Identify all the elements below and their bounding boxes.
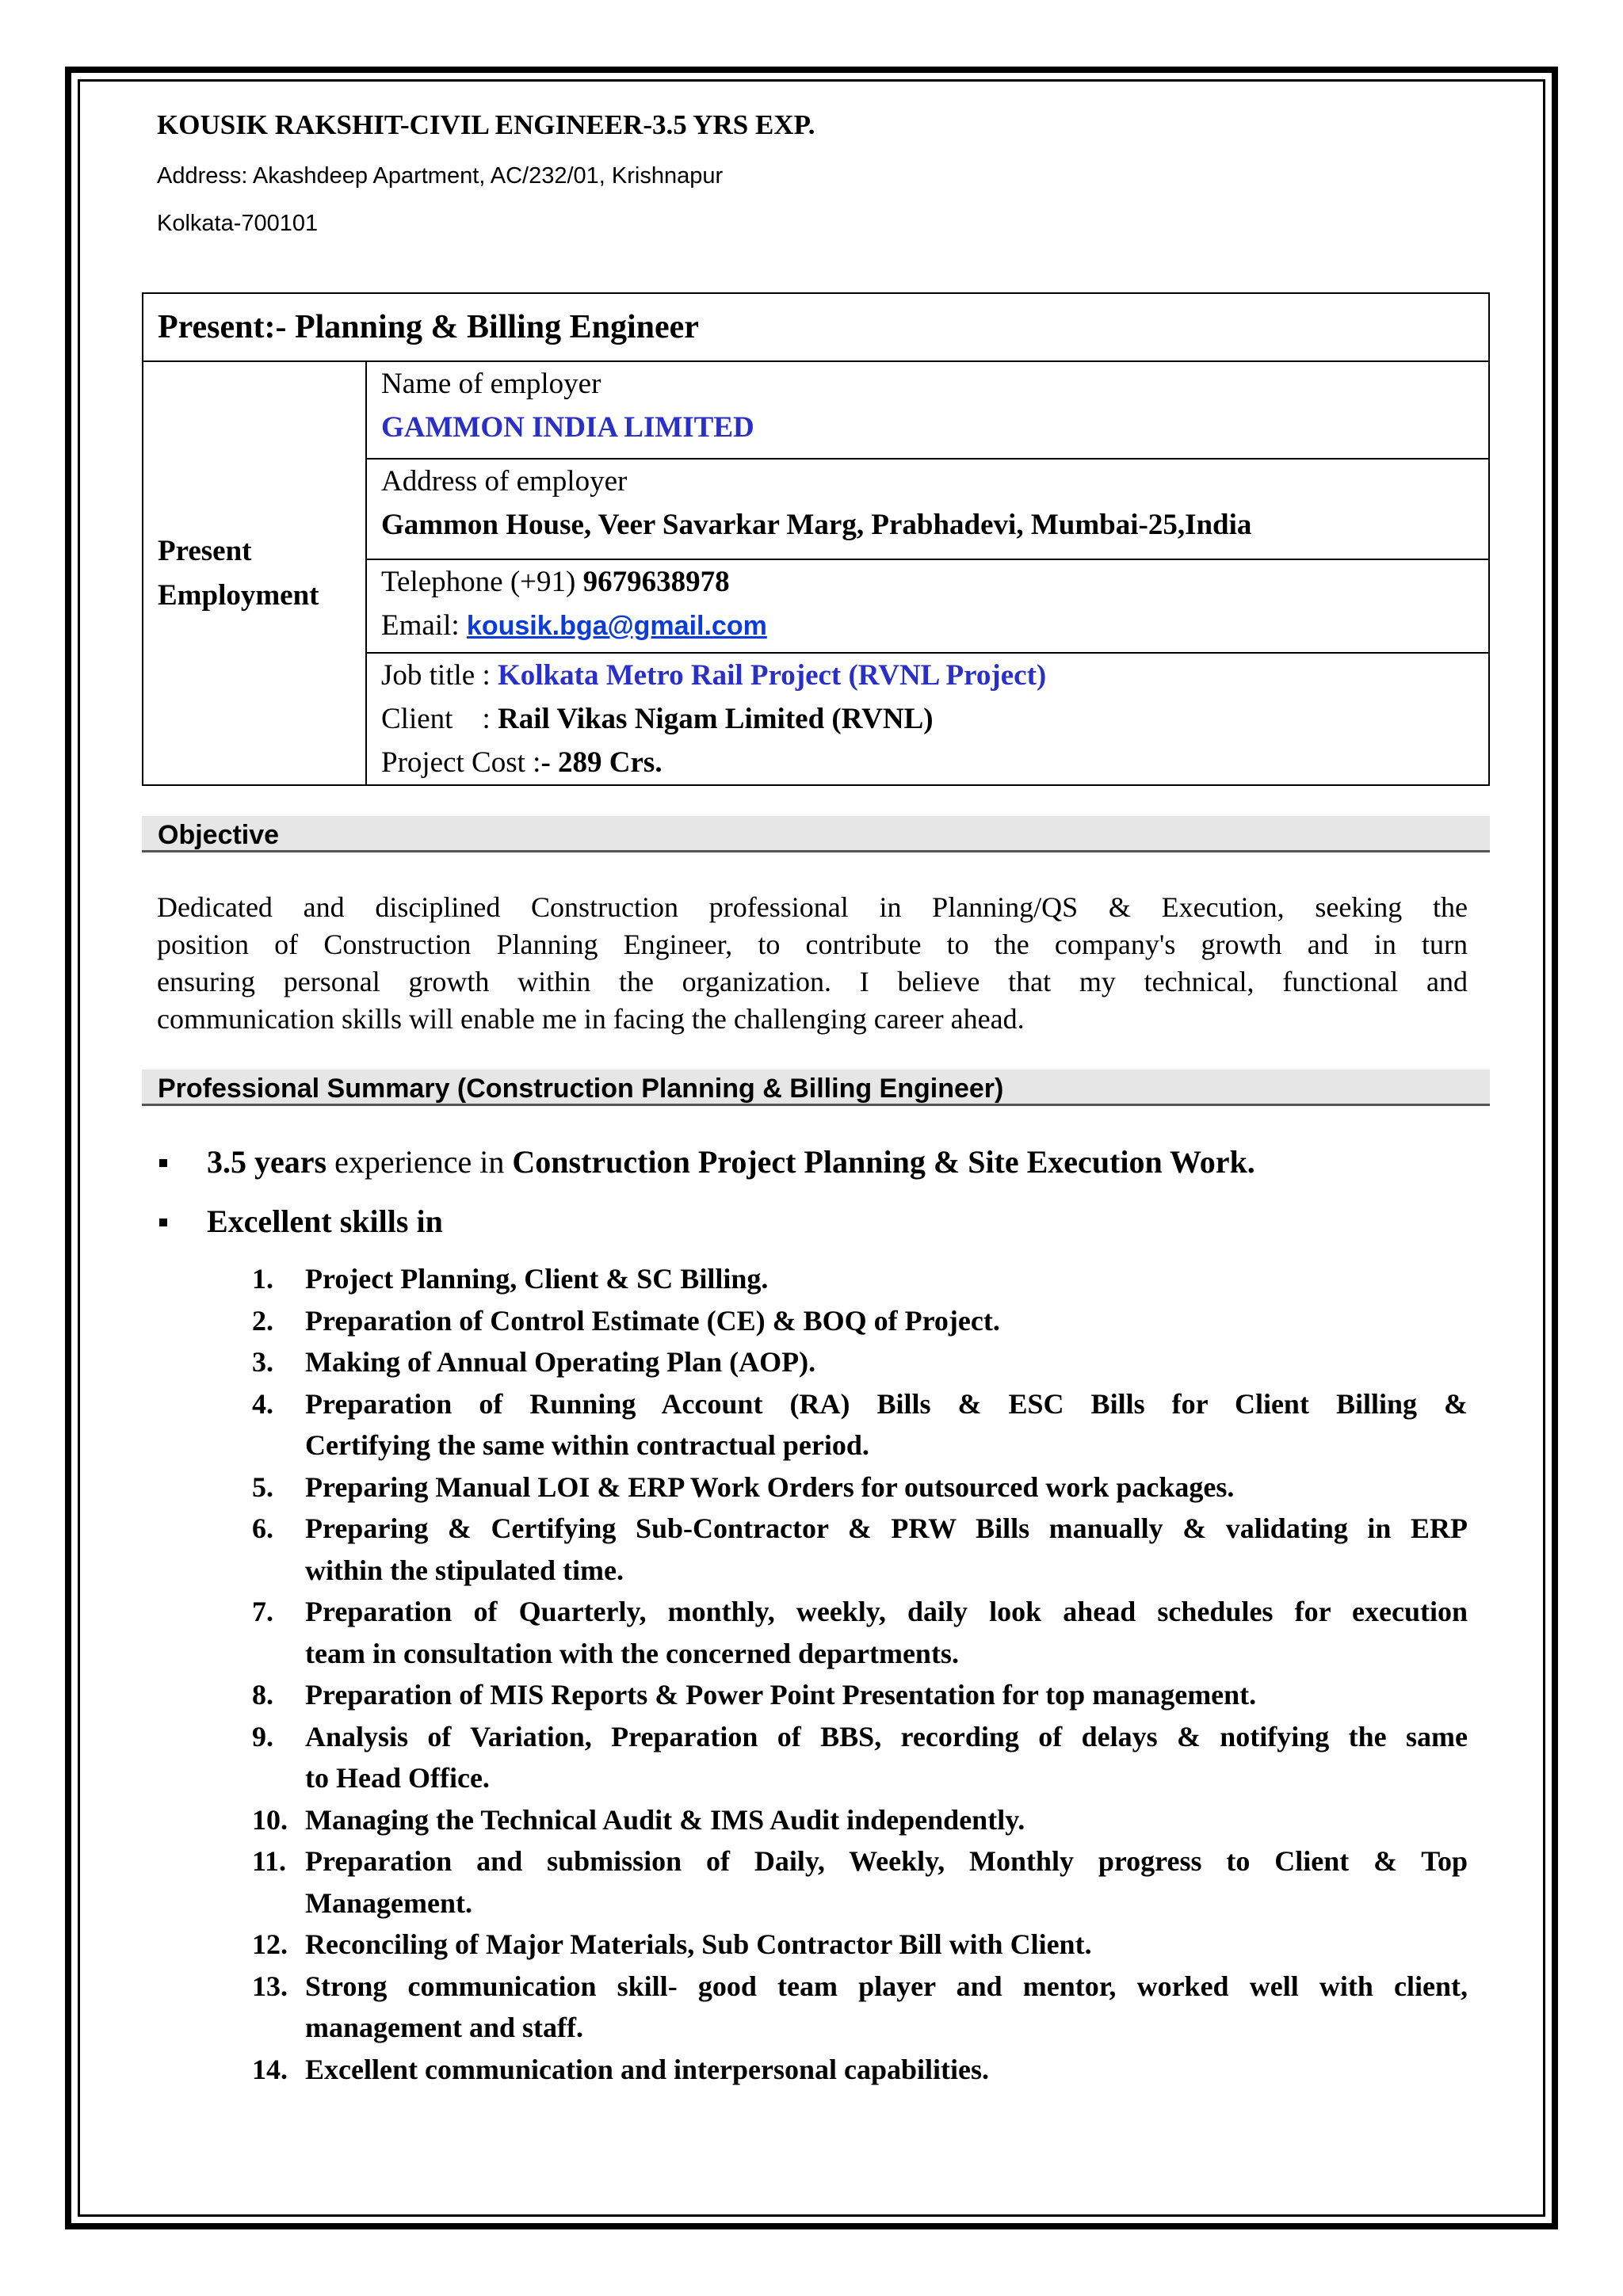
item-number: 5. bbox=[252, 1470, 273, 1503]
list-item bbox=[246, 1924, 1468, 1966]
objective-line: Dedicated and disciplined Construction professional in Planning/QS & Execution, seeking the bbox=[157, 891, 1468, 923]
item-number: 10. bbox=[252, 1803, 288, 1836]
item-number: 14. bbox=[252, 2053, 288, 2085]
item-number: 3. bbox=[252, 1346, 273, 1378]
client-label: Client : bbox=[381, 703, 498, 735]
employer-address-label: Address of employer bbox=[381, 465, 628, 498]
item-text: Preparing Manual LOI & ERP Work Orders for outsourced work packages. bbox=[305, 1470, 1235, 1503]
list-item bbox=[246, 1383, 1468, 1466]
telephone-label: Telephone (+91) bbox=[381, 566, 583, 598]
years-bold: 3.5 years bbox=[207, 1144, 327, 1180]
email-row bbox=[381, 604, 1488, 648]
item-text-line1: Preparing & Certifying Sub-Contractor & PRW Bills manually & validating in ERP bbox=[305, 1512, 1468, 1544]
list-item bbox=[246, 1716, 1468, 1799]
experience-in: experience in bbox=[327, 1144, 513, 1180]
cost-value: - 289 Crs. bbox=[540, 746, 663, 779]
resume-title: KOUSIK RAKSHIT-CIVIL ENGINEER-3.5 YRS EXP. bbox=[157, 109, 815, 140]
objective-line: communication skills will enable me in facing the challenging career ahead. bbox=[157, 1003, 1025, 1035]
cost-label: Project Cost : bbox=[381, 746, 541, 779]
list-item bbox=[246, 1508, 1468, 1591]
list-item bbox=[246, 1674, 1468, 1716]
present-label-line2: Employment bbox=[158, 578, 319, 612]
present-label-line1: Present bbox=[158, 534, 252, 567]
item-text: Preparation of MIS Reports & Power Point Presentation for top management. bbox=[305, 1679, 1257, 1711]
item-number: 13. bbox=[252, 1970, 288, 2002]
city-line: Kolkata-700101 bbox=[157, 211, 319, 236]
email-label: Email: bbox=[381, 609, 467, 642]
item-text: Reconciling of Major Materials, Sub Contractor Bill with Client. bbox=[305, 1928, 1092, 1960]
employer-cell bbox=[366, 361, 1489, 459]
item-text-line1: Preparation of Running Account (RA) Bills & ESC Bills for Client Billing & bbox=[305, 1387, 1468, 1420]
item-number: 2. bbox=[252, 1304, 273, 1337]
summary-heading-bar bbox=[142, 1070, 1490, 1106]
square-bullet-icon bbox=[159, 1219, 167, 1226]
employer-address-cell bbox=[366, 459, 1489, 559]
item-number: 9. bbox=[252, 1720, 273, 1753]
job-label: Job title : bbox=[381, 659, 498, 692]
email-link[interactable]: kousik.bga@gmail.com bbox=[466, 611, 767, 641]
list-item bbox=[246, 1591, 1468, 1674]
summary-heading: Professional Summary (Construction Planning & Billing Engineer) bbox=[158, 1074, 1004, 1104]
item-text-line1: Preparation and submission of Daily, Weekly, Monthly progress to Client & Top bbox=[305, 1845, 1468, 1877]
skills-list bbox=[246, 1258, 1468, 2090]
job-row bbox=[381, 654, 1488, 697]
item-text-line2: within the stipulated time. bbox=[305, 1554, 624, 1586]
list-item bbox=[246, 1258, 1468, 1300]
item-text-line1: Preparation of Quarterly, monthly, weekly, daily look ahead schedules for execution bbox=[305, 1596, 1468, 1627]
square-bullet-icon bbox=[159, 1159, 167, 1167]
item-text-line2: team in consultation with the concerned departments. bbox=[305, 1637, 959, 1669]
item-text: Making of Annual Operating Plan (AOP). bbox=[305, 1346, 816, 1378]
item-text: Project Planning, Client & SC Billing. bbox=[305, 1263, 769, 1295]
item-number: 8. bbox=[252, 1679, 273, 1711]
employer-label: Name of employer bbox=[381, 368, 601, 400]
employer-address: Gammon House, Veer Savarkar Marg, Prabhadevi, Mumbai-25,India bbox=[381, 509, 1252, 541]
item-text-line2: Certifying the same within contractual period. bbox=[305, 1429, 869, 1461]
cost-row bbox=[381, 741, 1488, 784]
skills-intro: Excellent skills in bbox=[207, 1203, 443, 1239]
item-text-line2: Management. bbox=[305, 1886, 472, 1919]
project-cell bbox=[366, 653, 1489, 785]
job-value: Kolkata Metro Rail Project (RVNL Project) bbox=[497, 659, 1047, 692]
item-text-line2: to Head Office. bbox=[305, 1762, 490, 1794]
telephone-value: 9679638978 bbox=[582, 566, 730, 598]
objective-line: position of Construction Planning Engineer, to contribute to the company's growth and in turn bbox=[157, 929, 1468, 960]
item-text-line1: Strong communication skill- good team player and mentor, worked well with client, bbox=[305, 1970, 1468, 2002]
item-number: 4. bbox=[252, 1387, 273, 1420]
telephone-row bbox=[381, 560, 1488, 604]
item-number: 1. bbox=[252, 1263, 273, 1295]
contact-cell bbox=[366, 559, 1489, 653]
list-item bbox=[246, 1966, 1468, 2049]
list-item bbox=[246, 1799, 1468, 1841]
client-value: Rail Vikas Nigam Limited (RVNL) bbox=[497, 703, 934, 735]
item-text: Managing the Technical Audit & IMS Audit independently. bbox=[305, 1803, 1025, 1836]
list-item bbox=[246, 1300, 1468, 1342]
address-line: Address: Akashdeep Apartment, AC/232/01, Krishnapur bbox=[157, 163, 724, 189]
list-item bbox=[246, 2049, 1468, 2091]
item-text: Excellent communication and interpersonal capabilities. bbox=[305, 2053, 989, 2085]
item-text: Preparation of Control Estimate (CE) & BOQ of Project. bbox=[305, 1304, 1000, 1337]
objective-line: ensuring personal growth within the organization. I believe that my technical, functional and bbox=[157, 966, 1468, 997]
item-text-line1: Analysis of Variation, Preparation of BBS, recording of delays & notifying the same bbox=[305, 1720, 1468, 1753]
objective-heading: Objective bbox=[158, 820, 280, 850]
client-row bbox=[381, 697, 1488, 741]
objective-heading-bar bbox=[142, 816, 1490, 852]
objective-text bbox=[157, 889, 1468, 1038]
item-number: 7. bbox=[252, 1596, 273, 1627]
list-item bbox=[246, 1341, 1468, 1383]
item-number: 6. bbox=[252, 1512, 273, 1544]
item-number: 12. bbox=[252, 1928, 288, 1960]
experience-area: Construction Project Planning & Site Execution Work. bbox=[512, 1144, 1255, 1180]
present-position-title: Present:- Planning & Billing Engineer bbox=[143, 293, 1489, 361]
list-item bbox=[246, 1840, 1468, 1924]
list-item bbox=[246, 1466, 1468, 1508]
item-number: 11. bbox=[252, 1845, 287, 1877]
item-text-line2: management and staff. bbox=[305, 2012, 583, 2043]
employment-table bbox=[142, 292, 1490, 786]
employer-name: GAMMON INDIA LIMITED bbox=[381, 411, 754, 444]
present-employment-label bbox=[143, 361, 366, 785]
bullet-text bbox=[207, 1143, 1255, 1180]
